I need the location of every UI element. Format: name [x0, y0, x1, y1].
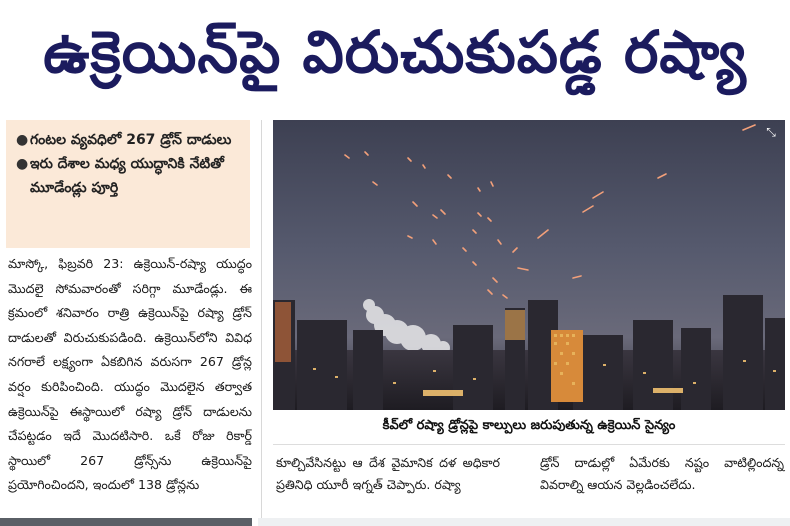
footer-bar — [258, 518, 790, 526]
highlight-item — [16, 152, 244, 200]
highlight-item — [16, 128, 244, 152]
bullet-icon: ● — [16, 156, 29, 172]
highlight-text: గంటల వ్యవధిలో 267 డ్రోన్ దాడులు — [30, 132, 232, 148]
highlight-text: ఇరు దేశాల మధ్య యుద్ధానికి నేటితో మూడేండ్లు పూర్తి — [30, 156, 224, 196]
article-column-3: డ్రోన్‌ దాడుల్లో ఏమేరకు నష్టం వాటిల్లిందన్న వివరాల్ని ఆయన వెల్లడించలేదు. — [540, 455, 784, 492]
bullet-icon: ● — [16, 132, 29, 148]
article-column-1 — [8, 252, 252, 498]
highlights-box — [6, 120, 250, 248]
headline: ఉక్రెయిన్‌పై విరుచుకుపడ్డ రష్యా — [43, 17, 747, 86]
footer-bar — [0, 518, 252, 526]
article-text: మాస్కో, ఫిబ్రవరి 23: ఉక్రెయిన్‌-రష్యా యుద్ధం మొదలై సోమవారంతో సరిగ్గా మూడేండ్లు. ఈ క్రమంలో శనివారం రాత్రి ఉక్రెయిన్‌పై రష్యా డ్రోన్‌ దాడులతో విరుచుకుపడింది. ఉక్రెయిన్‌లోని వివిధ నగరాలే లక్ష్యంగా ఏకబిగిన వరుసగా 267 డ్రోన్ల వర్షం కురిపించింది. యుద్ధం మొదలైన తర్వాత ఉక్రెయిన్‌పై ఈస్థాయిలో రష్యా డ్రోన్‌ దాడులను చేపట్టడం ఇదే మొదటిసారి. ఒకే రోజు రికార్డ్‌ స్థాయిలో 267 డ్రోన్స్‌ను ఉక్రెయిన్‌పై ప్రయోగించిందని, ఇందులో 138 డ్రోన్లను — [8, 256, 252, 493]
column-divider — [261, 120, 262, 520]
news-photo[interactable] — [273, 120, 785, 410]
photo-caption: కీవ్‌లో రష్యా డ్రోన్లపై కాల్పులు జరుపుతున్న ఉక్రెయిన్‌ సైన్యం — [273, 410, 785, 445]
expand-icon[interactable]: ⤡ — [766, 125, 776, 139]
city-night-sky-image — [273, 120, 785, 410]
article-column-2: కూల్చివేసినట్టు ఆ దేశ వైమానిక దళ అధికార ప్రతినిధి యూరీ ఇగ్నత్‌ చెప్పారు. రష్యా — [276, 455, 500, 492]
